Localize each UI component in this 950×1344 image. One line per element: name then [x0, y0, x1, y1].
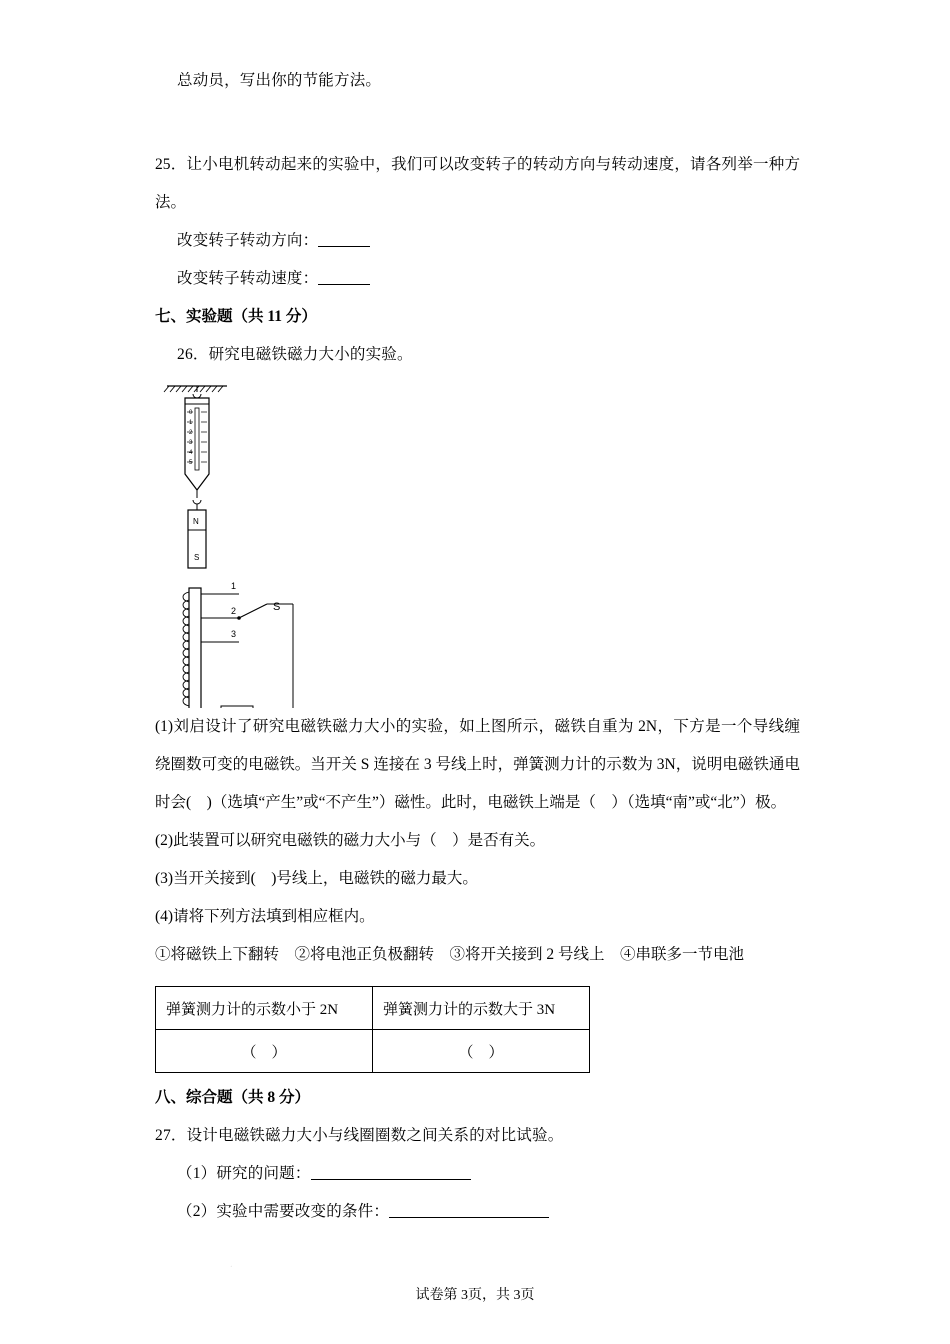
table-header-cell-2: 弹簧测力计的示数大于 3N [373, 987, 590, 1030]
svg-text:0: 0 [189, 410, 193, 416]
q25-sub1 [155, 222, 800, 260]
svg-text:3: 3 [189, 440, 193, 446]
svg-text:5: 5 [189, 460, 193, 466]
question-25 [155, 146, 800, 222]
top-text-fragment: 总动员，写出你的节能方法。 [177, 72, 382, 89]
q27-sub1-label: （1）研究的问题： [177, 1165, 311, 1182]
table-answer-cell-1[interactable]: （ ） [156, 1030, 373, 1073]
q26-sub1: (1)刘启设计了研究电磁铁磁力大小的实验，如上图所示，磁铁自重为 2N，下方是一个导线缠绕圈数可变的电磁铁。当开关 S 连接在 3 号线上时，弹簧测力计的示数为 3N，说明电磁铁通电时会( )（选填“产生”或“不产生”）磁性。此时，电磁铁上端是（ ）（选填“南”或“北”）极。 [155, 718, 800, 811]
table-row [156, 1030, 590, 1073]
page-content [155, 0, 800, 1231]
q25-number: 25． [155, 156, 187, 173]
answer-blank[interactable] [318, 270, 370, 285]
svg-text:1: 1 [231, 581, 237, 591]
q25-sub2 [155, 260, 800, 298]
svg-text:1: 1 [189, 420, 193, 426]
answer-table [155, 986, 590, 1073]
svg-text:2: 2 [189, 430, 193, 436]
svg-text:4: 4 [189, 450, 193, 456]
top-spacer [155, 0, 800, 62]
q26-sub2: (2)此装置可以研究电磁铁的磁力大小与（ ）是否有关。 [155, 832, 546, 849]
q26-sub3: (3)当开关接到( )号线上，电磁铁的磁力最大。 [155, 870, 478, 887]
q27-sub1 [155, 1155, 800, 1193]
question-26-title [155, 336, 800, 374]
experiment-diagram-svg [155, 378, 455, 708]
q27-text: 设计电磁铁磁力大小与线圈圈数之间关系的对比试验。 [186, 1127, 564, 1144]
q25-text: 让小电机转动起来的实验中，我们可以改变转子的转动方向与转动速度，请各列举一种方法。 [155, 156, 800, 211]
table-row [156, 987, 590, 1030]
gap-before-q25 [155, 100, 800, 146]
q26-options: ①将磁铁上下翻转 ②将电池正负极翻转 ③将开关接到 2 号线上 ④串联多一节电池 [155, 946, 745, 963]
answer-blank[interactable] [318, 232, 370, 247]
question-27 [155, 1117, 800, 1155]
section-heading-8: 八、综合题（共 8 分） [155, 1089, 311, 1106]
svg-text:S: S [194, 553, 200, 562]
q25-sub1-label: 改变转子转动方向： [177, 232, 319, 249]
q26-title-text: 研究电磁铁磁力大小的实验。 [208, 346, 413, 363]
table-header-cell-1: 弹簧测力计的示数小于 2N [156, 987, 373, 1030]
q27-number: 27． [155, 1127, 187, 1144]
answer-blank[interactable] [311, 1165, 471, 1180]
q26-sub4: (4)请将下列方法填到相应框内。 [155, 908, 375, 925]
svg-text:S: S [273, 601, 281, 613]
watermark: . [230, 1258, 233, 1270]
q26-number: 26． [177, 346, 209, 363]
q25-sub2-label: 改变转子转动速度： [177, 270, 319, 287]
page-footer: 试卷第 3页，共 3页 [415, 1288, 535, 1303]
svg-text:3: 3 [231, 629, 237, 639]
figure-electromagnet-experiment [155, 378, 800, 708]
q27-sub2-label: （2）实验中需要改变的条件： [177, 1203, 390, 1220]
answer-blank[interactable] [389, 1203, 549, 1218]
table-answer-cell-2[interactable]: （ ） [373, 1030, 590, 1073]
section-heading-7: 七、实验题（共 11 分） [155, 308, 317, 325]
svg-text:2: 2 [231, 606, 237, 616]
q27-sub2 [155, 1193, 800, 1231]
svg-text:N: N [193, 517, 199, 526]
